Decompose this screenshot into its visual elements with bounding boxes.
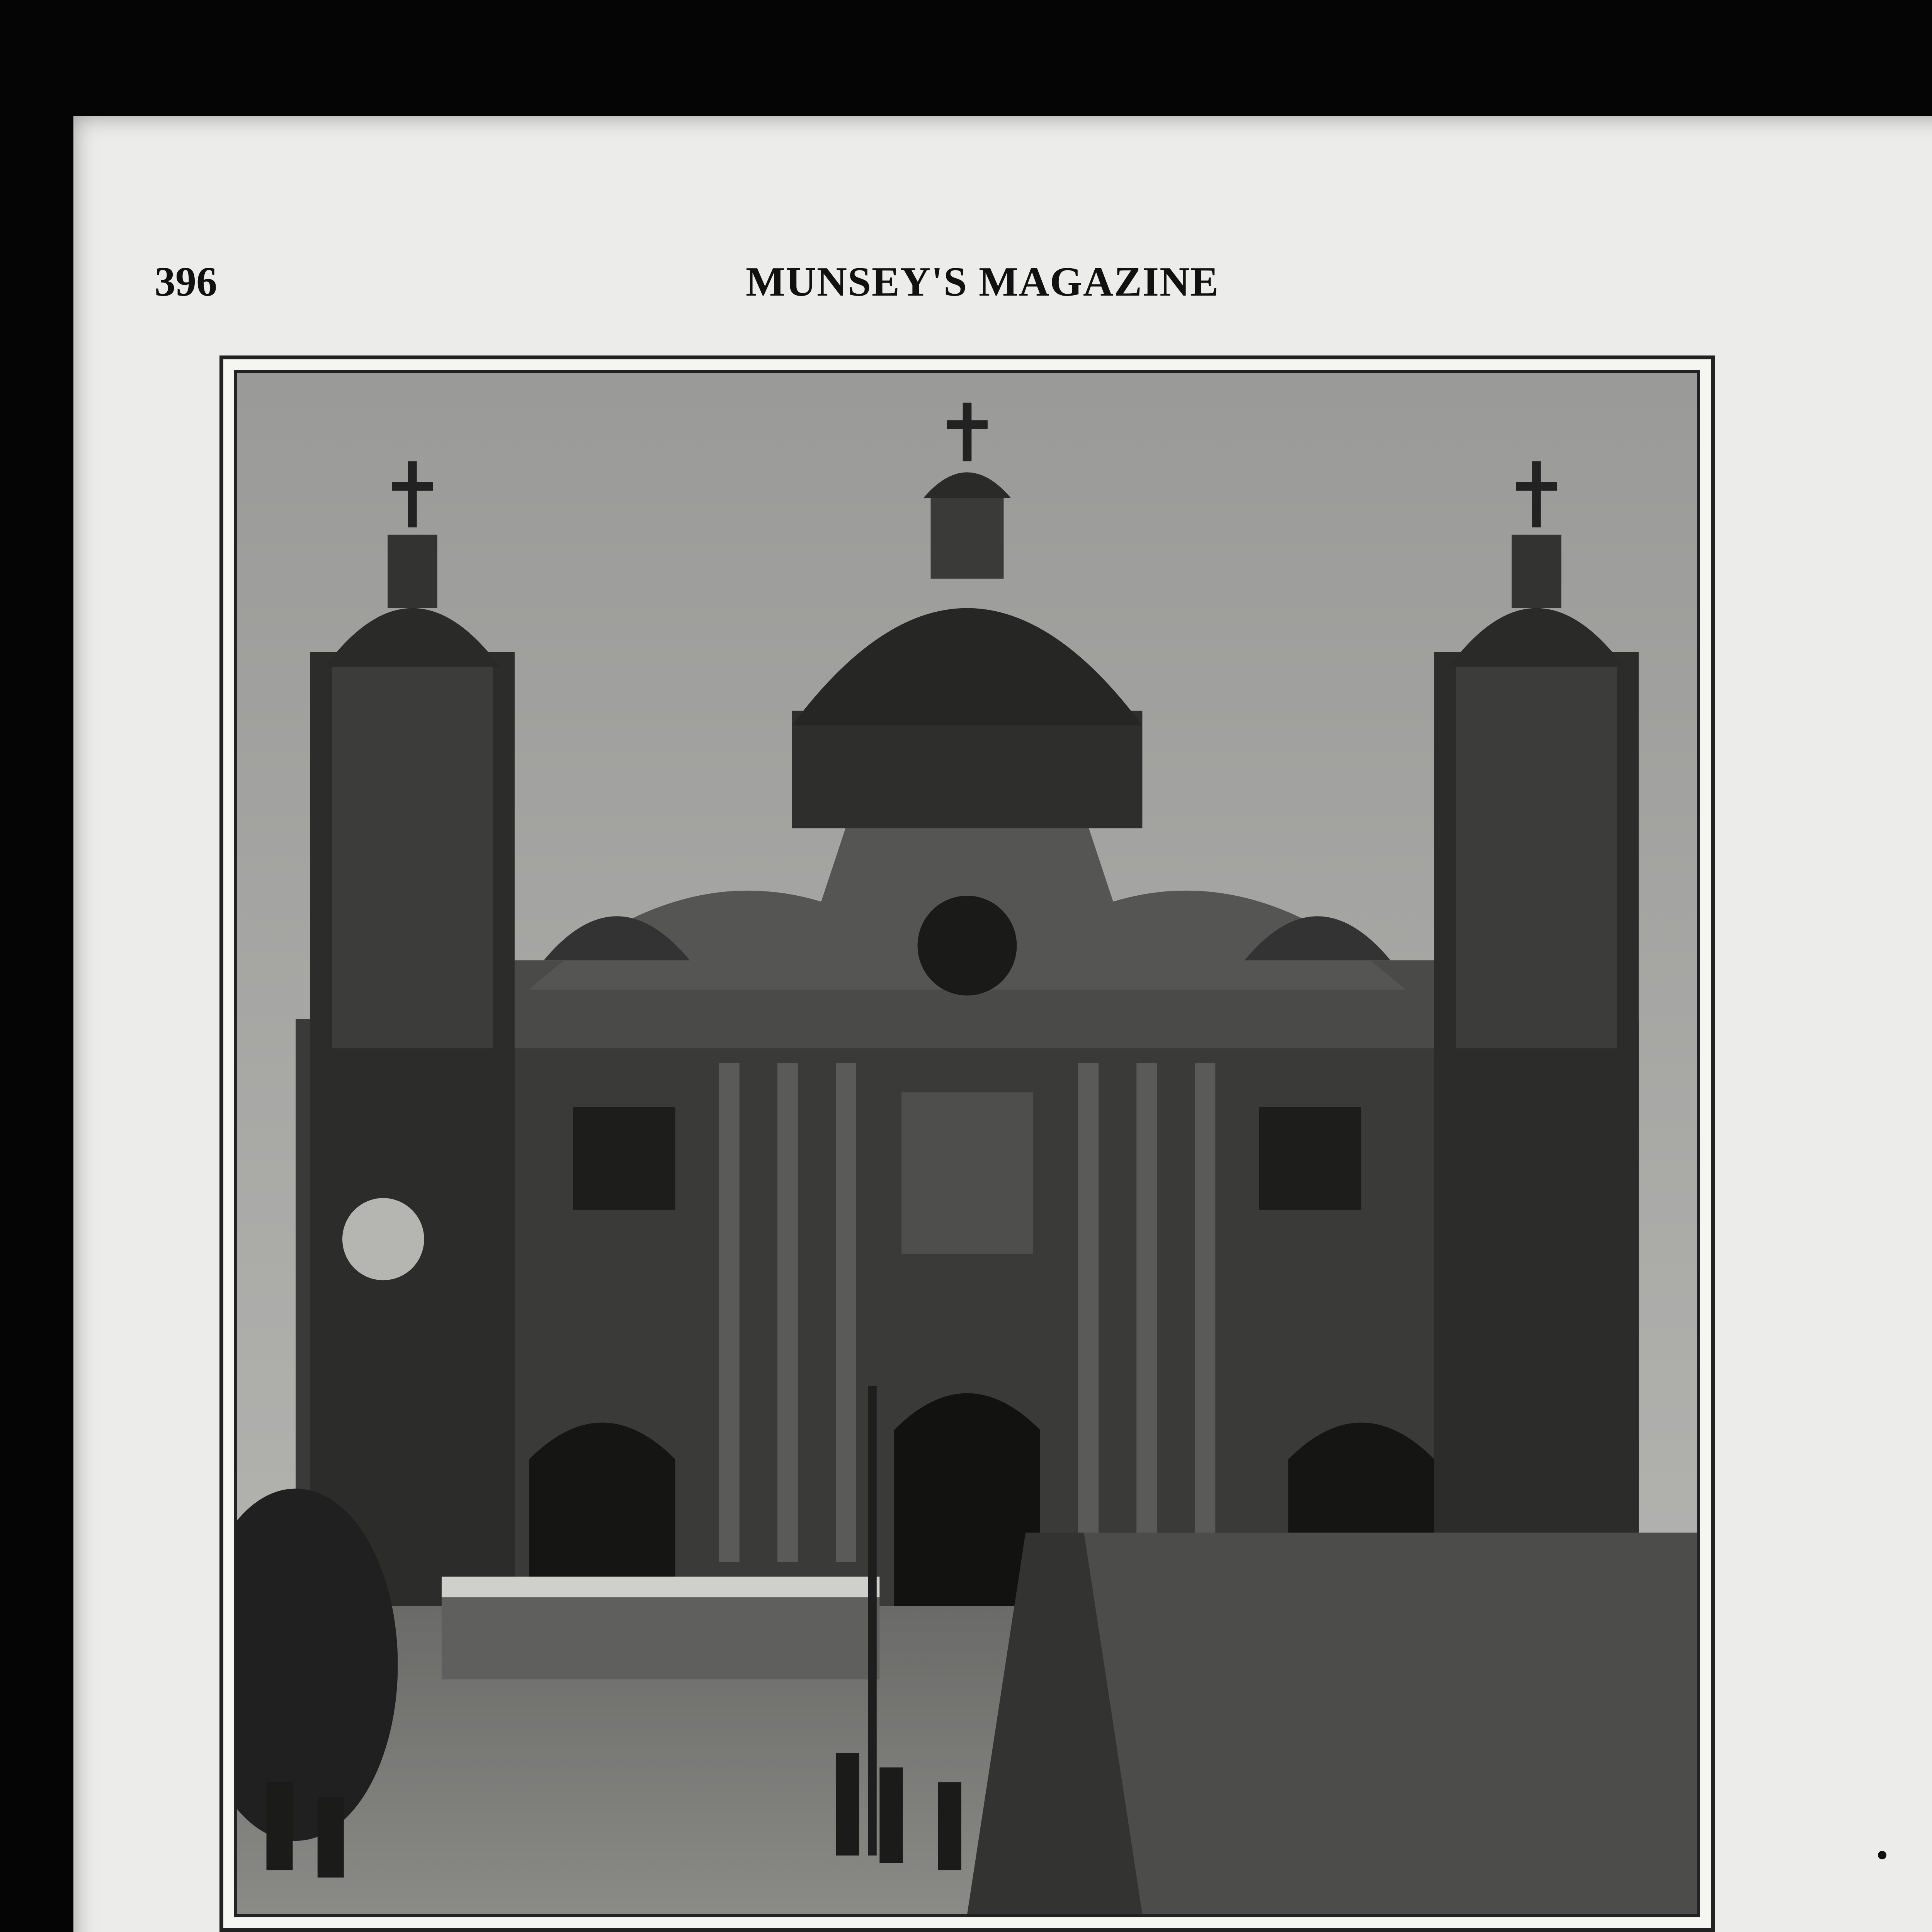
church-photograph [234,370,1700,1917]
page-speck [1878,1851,1886,1859]
photo-frame [219,355,1715,1932]
running-title: MUNSEY'S MAGAZINE [746,259,1219,305]
church-illustration [237,373,1697,1914]
page-number: 396 [155,259,217,305]
